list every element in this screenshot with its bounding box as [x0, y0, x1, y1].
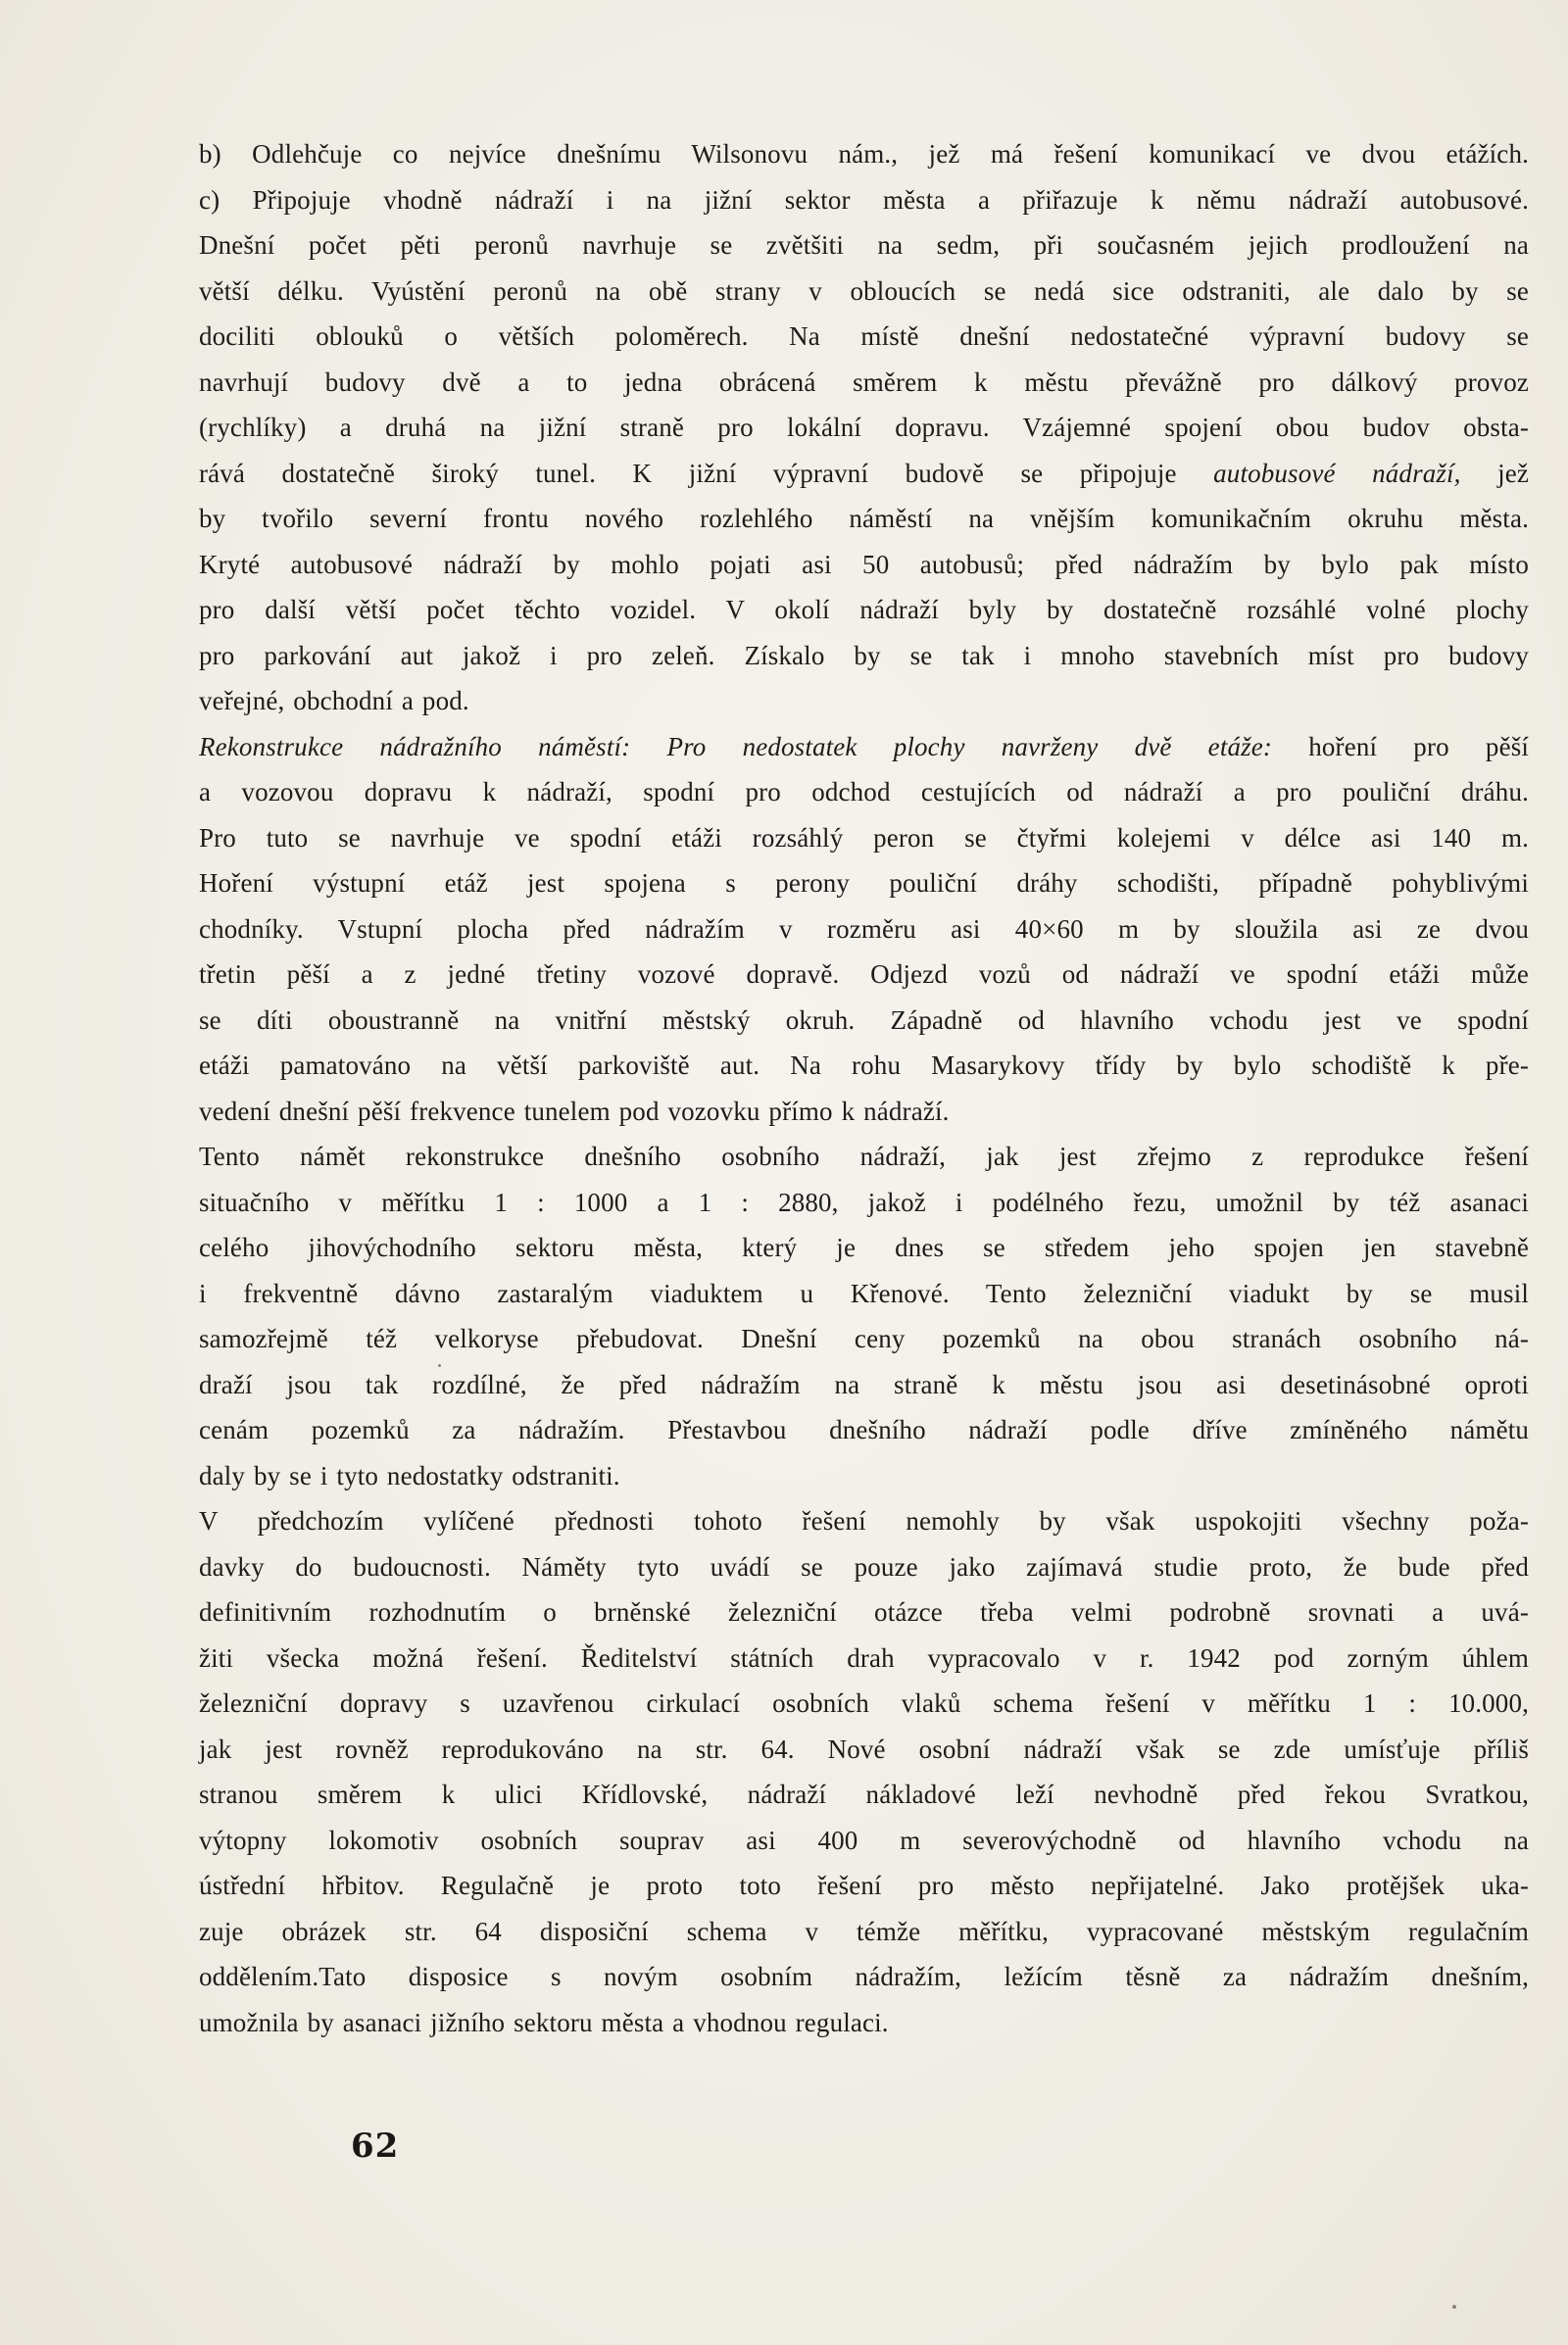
text-line: zuje obrázek str. 64 disposiční schema v témže měřítku, vypracované městským regulačním	[199, 1916, 1529, 1946]
text-line: Tento námět rekonstrukce dnešního osobního nádraží, jak jest zřejmo z reprodukce řešení	[199, 1142, 1529, 1171]
italic-term: autobusové nádraží,	[1213, 458, 1461, 488]
text-line: daly by se i tyto nedostatky odstraniti.	[199, 1460, 620, 1490]
paragraph-2	[199, 724, 1529, 1135]
text-line: navrhují budovy dvě a to jedna obrácená směrem k městu převážně pro dálkový provoz	[199, 366, 1529, 397]
text-fragment: rává dostatečně široký tunel. K jižní výpravní budově se připojuje	[199, 458, 1177, 488]
paragraph-3	[199, 1134, 1529, 1498]
paragraph-1	[199, 131, 1529, 724]
text-line-with-italic	[199, 451, 1529, 497]
text-line: dociliti oblouků o větších poloměrech. Na místě dnešní nedostatečné výpravní budovy se	[199, 321, 1529, 351]
text-line: Kryté autobusové nádraží by mohlo pojati asi 50 autobusů; před nádražím by bylo pak místo	[199, 549, 1529, 579]
text-line: c) Připojuje vhodně nádraží i na jižní sektor města a přiřazuje k němu nádraží autobusové.	[199, 184, 1529, 215]
text-line: Pro tuto se navrhuje ve spodní etáži rozsáhlý peron se čtyřmi kolejemi v délce asi 140 m.	[199, 822, 1529, 853]
text-line: pro další větší počet těchto vozidel. V okolí nádraží byly by dostatečně rozsáhlé volné plochy	[199, 595, 1529, 624]
text-line: (rychlíky) a druhá na jižní straně pro lokální dopravu. Vzájemné spojení obou budov obsta-	[199, 413, 1529, 442]
text-line: Dnešní počet pěti peronů navrhuje se zvětšiti na sedm, při současném jejich prodloužení na	[199, 230, 1529, 260]
text-fragment: hoření pro pěší	[1308, 731, 1530, 761]
text-line-with-italic	[199, 724, 1529, 770]
paper-speck	[1452, 2305, 1456, 2309]
text-line: samozřejmě též velkoryse přebudovat. Dnešní ceny pozemků na obou stranách osobního ná-	[199, 1324, 1529, 1353]
text-line: cenám pozemků za nádražím. Přestavbou dnešního nádraží podle dříve zmíněného námětu	[199, 1415, 1529, 1444]
text-line: V předchozím vylíčené přednosti tohoto řešení nemohly by však uspokojiti všechny poža-	[199, 1506, 1529, 1536]
paragraph-4	[199, 1498, 1529, 2045]
text-line: davky do budoucnosti. Náměty tyto uvádí se pouze jako zajímavá studie proto, že bude před	[199, 1551, 1529, 1582]
text-line: draží jsou tak rozdílné, že před nádražím na straně k městu jsou asi desetinásobné oproti	[199, 1369, 1529, 1399]
body-text	[199, 131, 1529, 2045]
text-line: celého jihovýchodního sektoru města, který je dnes se středem jeho spojen jen stavebně	[199, 1233, 1529, 1262]
text-line: i frekventně dávno zastaralým viaduktem u Křenové. Tento železniční viadukt by se musil	[199, 1278, 1529, 1308]
text-line: Hoření výstupní etáž jest spojena s perony pouliční dráhy schodišti, případně pohyblivými	[199, 868, 1529, 898]
text-line: a vozovou dopravu k nádraží, spodní pro odchod cestujících od nádraží a pro pouliční dráhu.	[199, 777, 1529, 806]
text-line: situačního v měřítku 1 : 1000 a 1 : 2880, jakož i podélného řezu, umožnil by též asanaci	[199, 1187, 1529, 1217]
text-line: stranou směrem k ulici Křídlovské, nádraží nákladové leží nevhodně před řekou Svratkou,	[199, 1780, 1529, 1809]
text-fragment: jež	[1497, 458, 1530, 488]
text-line: veřejné, obchodní a pod.	[199, 686, 469, 715]
text-line: větší délku. Vyústění peronů na obě strany v obloucích se nedá sice odstraniti, ale dalo by se	[199, 275, 1529, 306]
text-line: ústřední hřbitov. Regulačně je proto toto řešení pro město nepřijatelné. Jako protějšek uka-	[199, 1871, 1529, 1900]
text-line: definitivním rozhodnutím o brněnské železniční otázce třeba velmi podrobně srovnati a uvá-	[199, 1597, 1529, 1627]
text-line: třetin pěší a z jedné třetiny vozové dopravě. Odjezd vozů od nádraží ve spodní etáži může	[199, 959, 1529, 989]
text-line: se díti oboustranně na vnitřní městský okruh. Západně od hlavního vchodu jest ve spodní	[199, 1004, 1529, 1035]
text-line: by tvořilo severní frontu nového rozlehlého náměstí na vnějším komunikačním okruhu města.	[199, 504, 1529, 533]
text-line: pro parkování aut jakož i pro zeleň. Získalo by se tak i mnoho stavebních míst pro budovy	[199, 640, 1529, 670]
text-line: oddělením.Tato disposice s novým osobním nádražím, ležícím těsně za nádražím dnešním,	[199, 1962, 1529, 1991]
text-line: b) Odlehčuje co nejvíce dnešnímu Wilsonovu nám., jež má řešení komunikací ve dvou etážích.	[199, 139, 1529, 169]
text-line: jak jest rovněž reprodukováno na str. 64. Nové osobní nádraží však se zde umísťuje příliš	[199, 1734, 1529, 1764]
text-line: etáži pamatováno na větší parkoviště aut. Na rohu Masarykovy třídy by bylo schodiště k pře-	[199, 1050, 1529, 1080]
section-heading: Rekonstrukce nádražního náměstí: Pro nedostatek plochy navrženy dvě etáže:	[199, 731, 1273, 761]
text-line: umožnila by asanaci jižního sektoru města a vhodnou regulaci.	[199, 2007, 889, 2037]
text-line: výtopny lokomotiv osobních souprav asi 400 m severovýchodně od hlavního vchodu na	[199, 1825, 1529, 1855]
text-line: železniční dopravy s uzavřenou cirkulací osobních vlaků schema řešení v měřítku 1 : 10.000,	[199, 1688, 1529, 1718]
page-number: 62	[351, 2126, 400, 2166]
text-line: chodníky. Vstupní plocha před nádražím v rozměru asi 40×60 m by sloužila asi ze dvou	[199, 913, 1529, 944]
text-line: vedení dnešní pěší frekvence tunelem pod vozovku přímo k nádraží.	[199, 1096, 950, 1126]
text-line: žiti všecka možná řešení. Ředitelství státních drah vypracovalo v r. 1942 pod zorným úhlem	[199, 1642, 1529, 1673]
paper-speck	[438, 1364, 441, 1367]
